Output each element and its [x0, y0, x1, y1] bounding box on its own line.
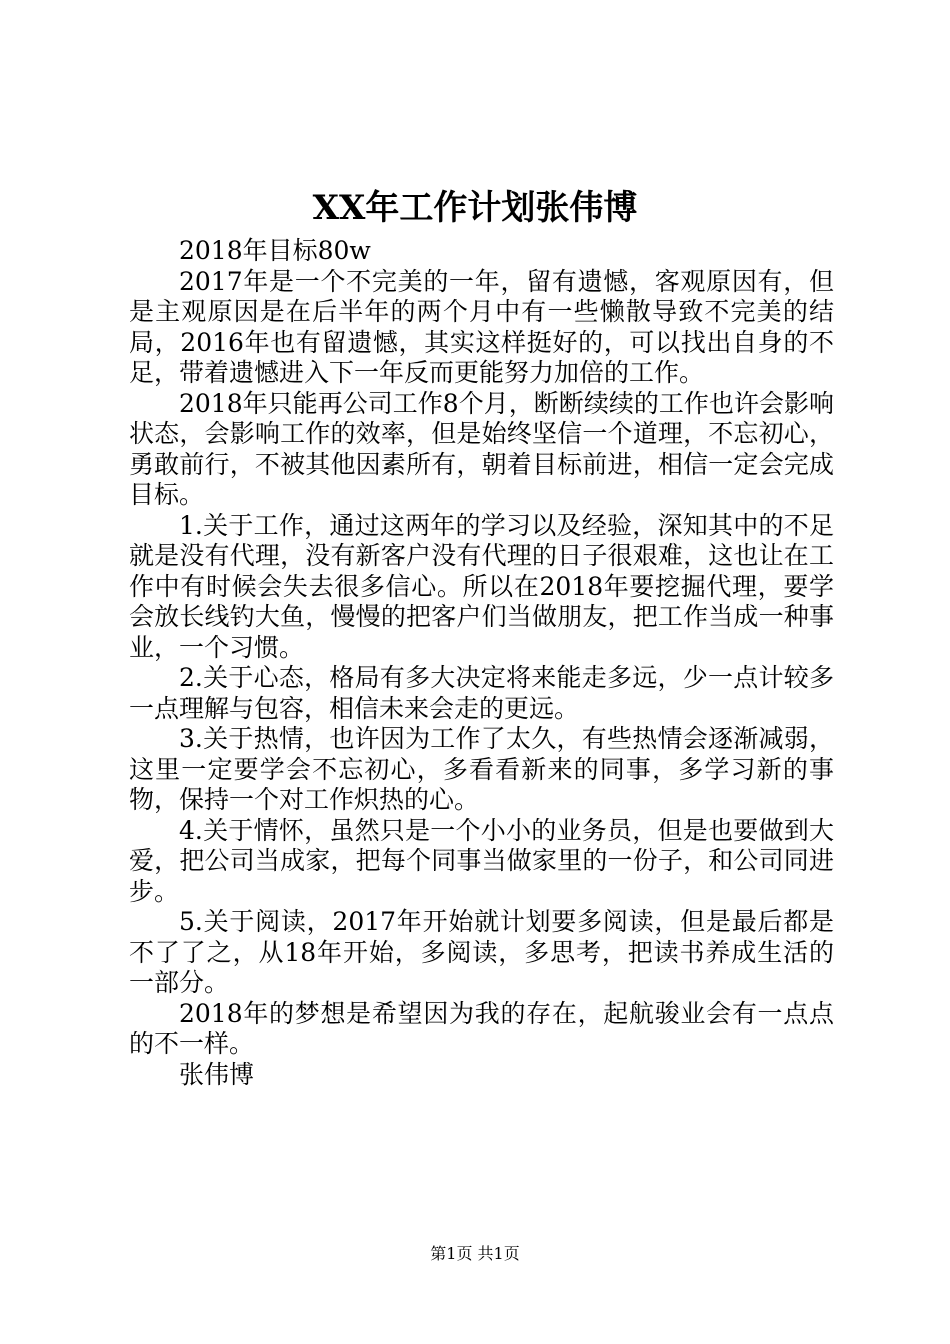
paragraph-item-passion: 3.关于热情，也许因为工作了太久，有些热情会逐渐减弱，这里一定要学会不忘初心，多看看新来的同事，多学习新的事物，保持一个对工作炽热的心。: [129, 724, 834, 814]
signature-name: 张伟博: [179, 1059, 255, 1089]
page-footer: 第1页 共1页: [430, 1244, 520, 1263]
document-title: XX年工作计划张伟博: [312, 188, 638, 228]
paragraph-goal: 2018年目标80w: [179, 236, 371, 265]
document-body: [129, 236, 834, 1090]
paragraph-2018-plan: 2018年只能再公司工作8个月，断断续续的工作也许会影响状态，会影响工作的效率，但是始终坚信一个道理，不忘初心，勇敢前行，不被其他因素所有，朝着目标前进，相信一定会完成目标。: [129, 388, 834, 509]
paragraph-item-mindset: 2.关于心态，格局有多大决定将来能走多远，少一点计较多一点理解与包容，相信未来会走的更远。: [129, 663, 834, 723]
paragraph-item-work: 1.关于工作，通过这两年的学习以及经验，深知其中的不足就是没有代理，没有新客户没有代理的日子很艰难，这也让在工作中有时候会失去很多信心。所以在2018年要挖掘代理，要学会放长线钓大鱼，慢慢的把客户们当做朋友，把工作当成一种事业，一个习惯。: [129, 510, 834, 662]
paragraph-item-reading: 5.关于阅读，2017年开始就计划要多阅读，但是最后都是不了了之，从18年开始，多阅读，多思考，把读书养成生活的一部分。: [129, 907, 834, 997]
paragraph-2017-review: 2017年是一个不完美的一年，留有遗憾，客观原因有，但是主观原因是在后半年的两个月中有一些懒散导致不完美的结局，2016年也有留遗憾，其实这样挺好的，可以找出自身的不足，带着遗憾进入下一年反而更能努力加倍的工作。: [129, 266, 834, 387]
paragraph-item-sentiment: 4.关于情怀，虽然只是一个小小的业务员，但是也要做到大爱，把公司当成家，把每个同事当做家里的一份子，和公司同进步。: [129, 815, 834, 906]
paragraph-dream: 2018年的梦想是希望因为我的存在，起航骏业会有一点点的不一样。: [129, 998, 834, 1058]
